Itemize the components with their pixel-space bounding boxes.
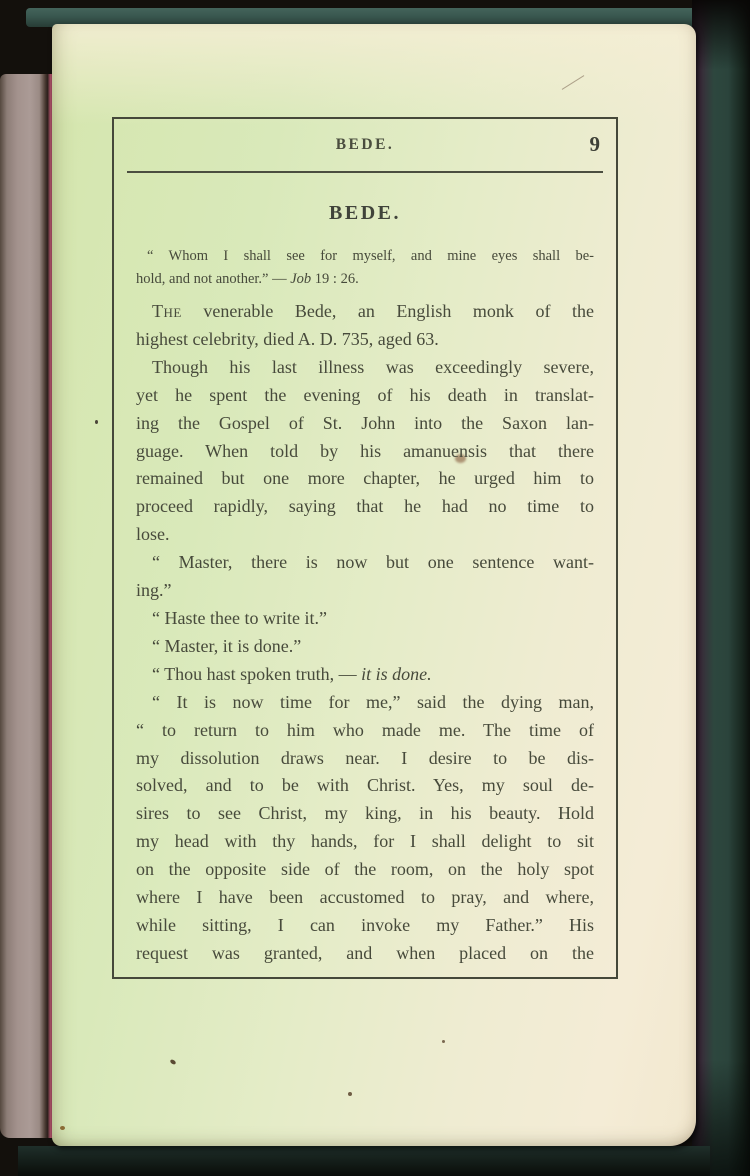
text-frame (112, 117, 618, 979)
text-segment: “ Whom I shall see for myself, and mine eyes shall be- (147, 248, 594, 264)
text-segment: my dissolution draws near. I desire to be dis- (136, 747, 594, 768)
text-segment: ing the Gospel of St. John into the Saxon lan- (136, 412, 594, 433)
text-segment: hold, and not another.” — (136, 271, 291, 287)
dust-speck (348, 1092, 352, 1096)
article-title: BEDE. (329, 202, 401, 224)
text-segment: Job (290, 271, 312, 287)
dust-speck (442, 1040, 445, 1043)
text-segment: solved, and to be with Christ. Yes, my soul de- (136, 775, 594, 796)
paper-scratch (562, 75, 585, 90)
text-line (136, 549, 594, 577)
text-segment: Though his last illness was exceedingly severe, (152, 356, 594, 377)
text-segment: ing.” (136, 580, 172, 601)
text-line (136, 745, 594, 773)
paragraph (136, 661, 594, 689)
text-segment: sires to see Christ, my king, in his beauty. Hold (136, 803, 594, 824)
text-segment: venerable Bede, an English monk of the (181, 301, 594, 321)
text-segment: “ Thou hast spoken truth, — (152, 663, 362, 684)
text-line (136, 354, 594, 382)
text-line (136, 800, 594, 828)
text-line (136, 493, 594, 521)
dust-speck (95, 420, 98, 424)
text-segment: highest celebrity, died A. D. 735, aged 63. (136, 328, 439, 349)
text-segment: remained but one more chapter, he urged him to (136, 468, 594, 489)
text-line (136, 298, 594, 326)
paragraph (136, 354, 594, 549)
text-segment: “ Master, there is now but one sentence want- (152, 552, 594, 573)
text-segment: it is done. (361, 663, 432, 684)
text-line (136, 912, 594, 940)
running-header (114, 132, 616, 160)
text-segment: while sitting, I can invoke my Father.” His (136, 914, 594, 935)
text-line (136, 689, 594, 717)
text-line (136, 382, 594, 410)
paragraph (136, 633, 594, 661)
text-line (136, 521, 594, 549)
text-line (136, 465, 594, 493)
page-number: 9 (589, 132, 600, 156)
header-rule (127, 171, 603, 173)
text-segment: “ to return to him who made me. The time of (136, 719, 594, 740)
running-header-title: BEDE. (335, 136, 395, 153)
text-line (136, 268, 594, 291)
book-cover-bottom-edge (18, 1146, 710, 1176)
text-segment: my head with thy hands, for I shall delight to sit (136, 831, 594, 852)
text-segment: 19 : 26. (311, 271, 359, 287)
dust-speck (169, 1059, 176, 1066)
text-line (136, 605, 594, 633)
text-line (136, 410, 594, 438)
text-segment: request was granted, and when placed on the (136, 942, 594, 963)
text-line (136, 633, 594, 661)
book-page (52, 24, 696, 1146)
text-segment: where I have been accustomed to pray, and where, (136, 887, 594, 908)
text-segment: guage. When told by his amanuensis that there (136, 440, 594, 461)
text-line (136, 245, 594, 268)
text-line (136, 940, 594, 968)
body-paragraphs (114, 245, 616, 968)
text-segment: The (152, 301, 182, 321)
text-line (136, 326, 594, 354)
text-line (136, 438, 594, 466)
dust-speck (60, 1126, 65, 1130)
text-segment: on the opposite side of the room, on the holy spot (136, 859, 594, 880)
text-line (136, 828, 594, 856)
text-segment: yet he spent the evening of his death in translat- (136, 384, 594, 405)
text-segment: “ Master, it is done.” (152, 635, 302, 656)
paragraph (136, 549, 594, 605)
text-line (136, 856, 594, 884)
paragraph (136, 605, 594, 633)
stacked-page-edges (0, 74, 58, 1138)
text-line (136, 717, 594, 745)
book-cover-right-edge (692, 0, 750, 1176)
text-line (136, 884, 594, 912)
paragraph (136, 298, 594, 354)
text-line (136, 772, 594, 800)
paragraph (136, 245, 594, 291)
text-line (136, 577, 594, 605)
text-segment: “ Haste thee to write it.” (152, 607, 327, 628)
text-segment: “ It is now time for me,” said the dying man, (152, 691, 594, 712)
text-segment: proceed rapidly, saying that he had no time to (136, 496, 594, 517)
paragraph (136, 689, 594, 968)
text-line (136, 661, 594, 689)
text-segment: lose. (136, 524, 170, 545)
